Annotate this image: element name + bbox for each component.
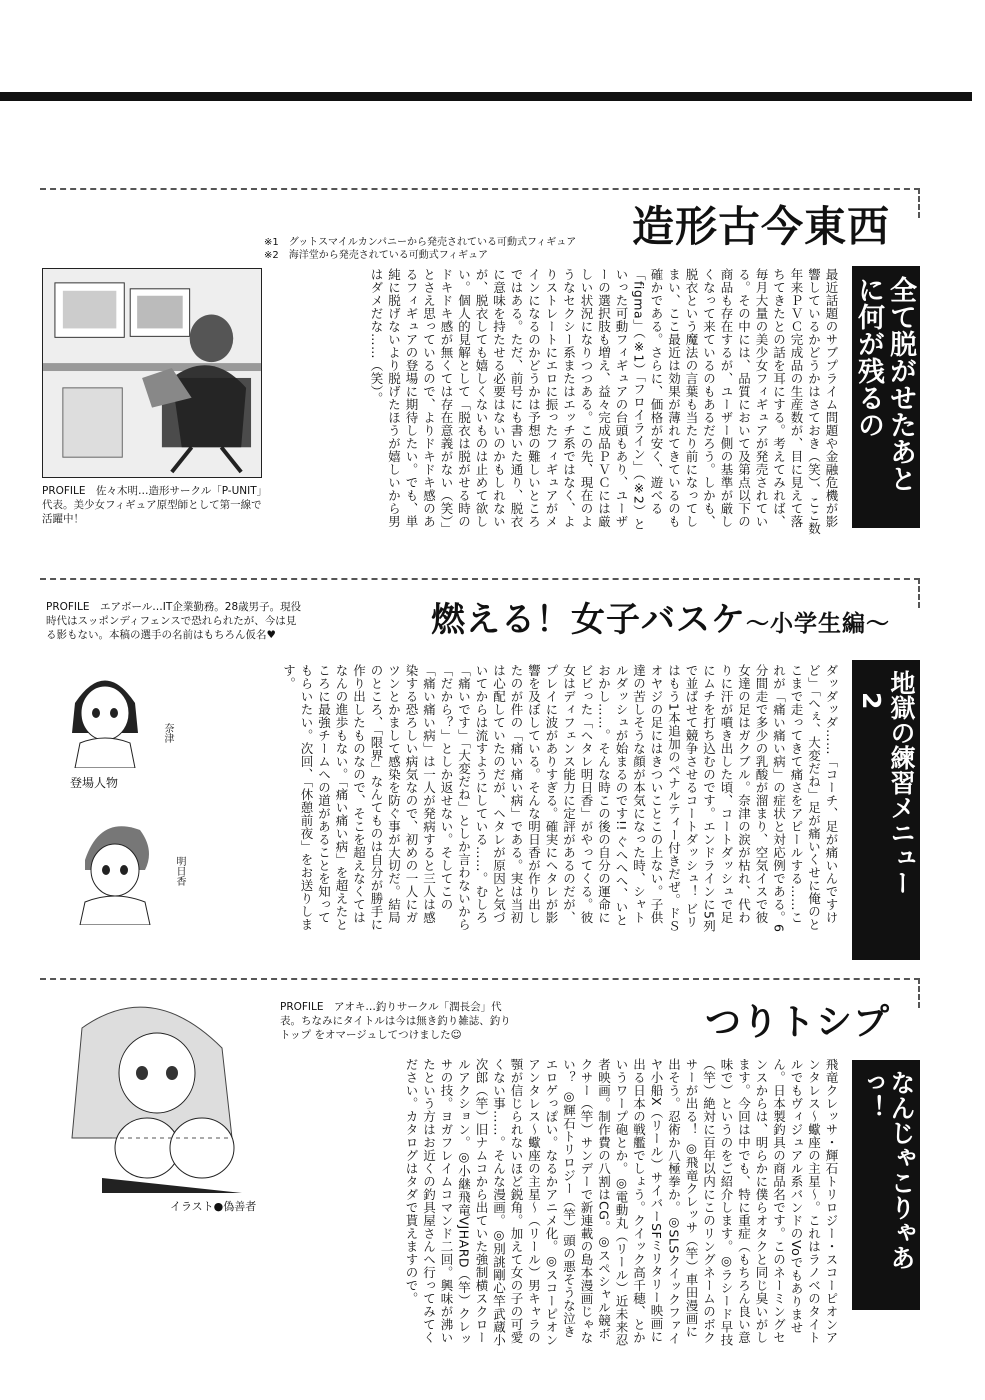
section-divider-corner — [918, 188, 920, 218]
footnote-2: ※2 海洋堂から発売されている可動式フィギュア — [264, 250, 488, 261]
section-heading: なんじゃこりゃあっ！ — [852, 1060, 920, 1310]
heading-text: 地獄の練習メニュー — [887, 670, 916, 895]
section-basketball-column — [40, 578, 920, 968]
footnote-1: ※1 グットスマイルカンパニーから発売されている可動式フィギュア — [264, 237, 577, 248]
section-heading: 全て脱がせたあとに何が残るの — [852, 266, 920, 528]
section-divider — [40, 578, 920, 580]
heading-number: 2 — [857, 692, 886, 710]
illustration-sculptor — [42, 268, 262, 478]
section-figure-column — [40, 188, 920, 568]
section-divider-corner — [918, 978, 920, 1008]
asuka-drawing — [60, 810, 170, 925]
top-rule — [0, 92, 972, 101]
section-heading — [852, 660, 920, 960]
character-natsu — [50, 658, 160, 768]
section-title-sub: 〜小学生編〜 — [746, 611, 890, 637]
profile-text: PROFILE 佐々木明…造形サークル「P-UNIT」代表。美少女フィギュア原型師として第一線で活躍中！ — [42, 485, 268, 525]
characters-label: 登場人物 — [70, 776, 119, 790]
section-fishing-column — [40, 978, 920, 1378]
natsu-drawing — [50, 658, 160, 768]
illustration-girl — [42, 988, 268, 1193]
article-body: 最近話題のサブプライム問題や金融危機が影響しているかどうかはさておき（笑）、ここ数年来ＰＶＣ完成品の生産数が、目に見えて落ちてきたとの話を耳にする。考えてみれば、毎月大量の美少女フィギュアが発売されている。その中には、品質において及第点以下の商品も存在するが、ユーザー側の基準が厳しくなって来ているのもあるだろう。しかも、脱衣という魔法の言葉も当たり前になってしまい、ここ最近は効果が薄れてきているのも確かである。さらに、価格が安く、遊べる「figma」（※1）「フロイライン」（※2）といった可動フィギュアの台頭もあり、ユーザーの選択肢も増え、益々完成品ＰＶＣには厳しい状況になりつつある。この先、現在のようなセクシー系またはエッチ系ではなく、よりストレートにエロに振ったフィギュアがメインになるのかどうかは予想の難しいところではある。ただ、前号にも書いた通り、脱衣に意味を持たせる必要はないのかもしれないが、脱衣しても嬉しくないものは止めて欲しい。個人的見解として「脱衣は脱がせる時のドキドキ感が無くては存在意義がない（笑）」とさえ思っているので、よりドキドキ感のあるフィギュアの登場に期待したい。でも、単純に脱げないより脱げたほうが嬉しいから男はダメだな……（笑）。 — [369, 268, 839, 535]
section-title — [431, 592, 890, 641]
section-title: 造形古今東西 — [631, 202, 890, 251]
article-body: 飛竜クレッサ・輝石トリロジー・スコーピオンアンタレス〜蠍座の主星〜。これはラノベのタイトルでもヴィジュアル系バンドのVoでもありません。日本製釣具の商品名です。このネーミングセンスからは、明らかに僕らオタクと同じ臭いがします。今回は中でも、特に重症（もちろん良い意味で）というのをご紹介します。◎ラシード早技（竿）絶対に百年以内にこのリングネームのボクサーが出る！ ◎飛竜クレッサ（竿）車田漫画に出そう。忍術か八極拳か。◎SLSクイックファイヤ小船X（リール）サイバーSFミリタリー映画に出る日本の戦艦でしょう。クイック高千穂、とかいうワープ砲とか。◎電動丸（リール）近未来忍者映画。制作費の八割はCG。◎スペシャル競ボクサー（竿）サンデーで新連載の島本漫画じゃない？ ◎輝石トリロジー（竿）頭の悪そうな泣きエロゲっぽい。なるかアニメ化。◎スコーピオンアンタレス〜蠍座の主星〜（リール）男キャラの顎が信じられないほど鋭角。加えて女の子の可愛くない事……。そんな漫画。◎別誂剛心竿武蔵小次郎（竿）旧ナムコから出ていた強制横スクロールアクション。◎小継飛竜VJHARD（竿）クレッサの技。ヨガフレイムコマンド二回。興味が沸いたという方はお近くの釣具屋さんへ行ってみてください。カタログはタダで貰えますので。 — [404, 1058, 839, 1347]
character-name-asuka: 明日香 — [174, 856, 185, 886]
section-title: つりトシプ — [704, 1002, 890, 1043]
illustration-credit: イラスト●偽善者 — [170, 1200, 257, 1213]
section-divider-corner — [918, 578, 920, 608]
section-divider — [40, 188, 920, 190]
section-title-main: 燃える！女子バスケ — [431, 600, 746, 640]
sculptor-drawing — [43, 269, 261, 477]
profile-text: PROFILE エアボール…IT企業勤務。28歳男子。現役時代はスッポンディフェンスで恐れられたが、今は見る影もない。本稿の選手の名前はもちろん仮名♥ — [46, 601, 302, 641]
character-name-natsu: 奈津 — [162, 723, 173, 743]
character-asuka — [60, 810, 170, 925]
section-divider — [40, 978, 920, 980]
profile-text: PROFILE アオキ…釣りサークル「潤長会」代表。ちなみにタイトルは今は無き釣り雑誌、釣りトップ をオマージュしてつけました☺ — [280, 1001, 511, 1041]
girl-drawing — [42, 988, 268, 1193]
article-body: ダッダッダ……「コーチ、足が痛いんですけど」「へぇ、大変だね」足が痛いくせに俺のとこまで走ってきて痛さをアピールする……これが「痛い痛い病」の症状と対応例である。6分間走で多少の乳酸が溜まり、空気イスで彼女達の足はガクブル。奈津の涙が枯れ、代わりに汗が噴き出した頃、コートダッシュで足にムチを打ち込むのです。エンドラインに5列で並ばせて競争させるコートダッシュ！ ビリはもう1本追加のペナルティー付きだぜ。ドＳオヤジの足にはきついことこの上ない。子供達の苦しそうな顔が本気になった時、シャトルダッシュが始まるのです!! ぐへへへ、いとおかし……。そんな時この後の自分の運命にビビった「ヘタレ明日香」がやってくる。彼女はディフェンス能力に定評があるのだが、プレイに波がありすぎる。確実にヘタレが影響を及ぼしている。そんな明日香が作り出したのが件の「痛い痛い病」である。実は当初は心配していたのだが、ヘタレが原因と気づいてからは流すようにしている……。むしろ「痛いです」「大変だね」としか言わないから「だから？」としか返せない。そしてこの「痛い痛い病」は一人が発病すると三人は感染する恐ろしい病気なので、初めの一人にガツンとかまして感染を防ぐ事が大切だ。結局のところ、「限界」なんてものは自分が勝手に作り出したものなので、そこを超えなくてはなんの進歩もない。「痛い痛い病」を超えたところに最強チームへの道があることを知ってもらいたい。次回、「休憩前夜」をお送りします。 — [281, 664, 839, 933]
